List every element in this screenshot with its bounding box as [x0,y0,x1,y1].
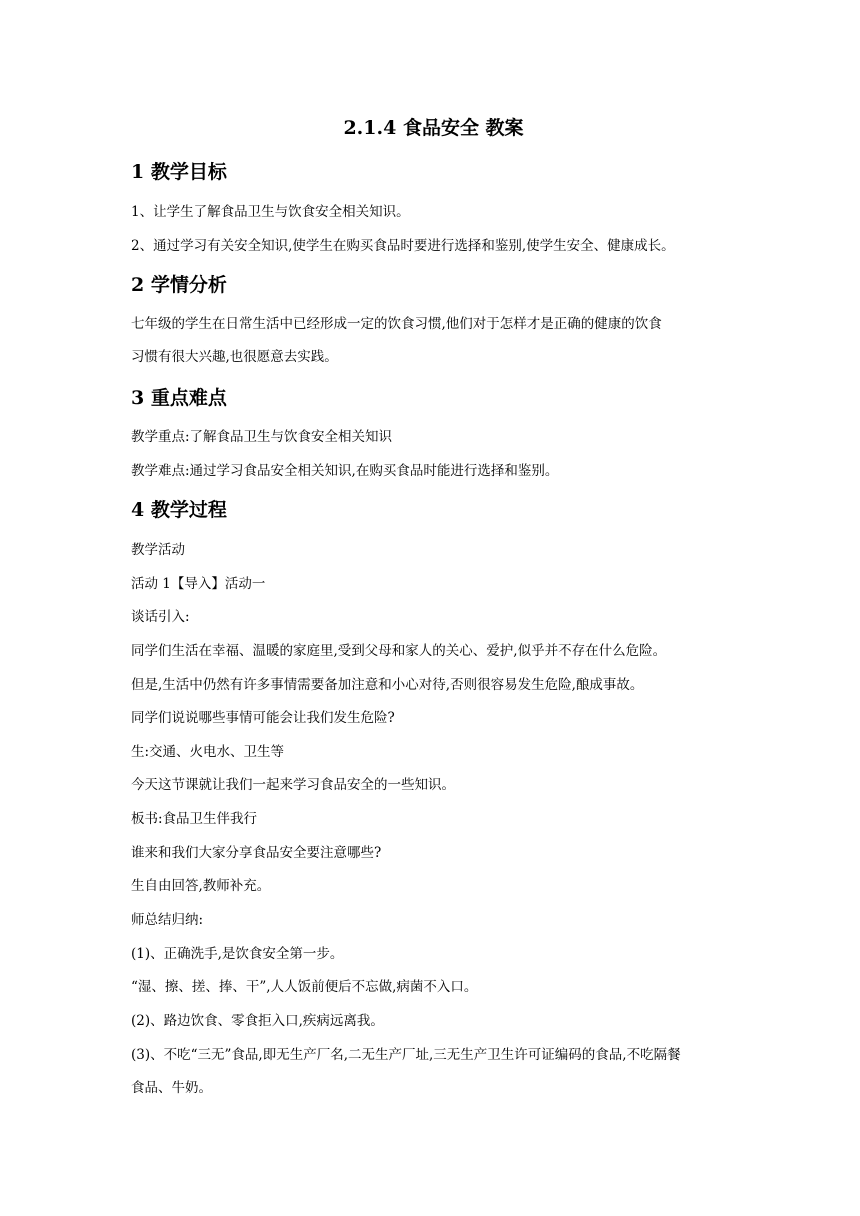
paragraph-line: 1、让学生了解食品卫生与饮食安全相关知识。 [131,204,410,220]
paragraph-line: 谁来和我们大家分享食品安全要注意哪些? [131,845,382,861]
paragraph-line: 同学们生活在幸福、温暖的家庭里,受到父母和家人的关心、爱护,似乎并不存在什么危险。 [131,643,667,659]
paragraph-line: (2)、路边饮食、零食拒入口,疾病远离我。 [131,1013,384,1029]
document-title: 2.1.4 食品安全 教案 [343,117,524,139]
paragraph-line: 七年级的学生在日常生活中已经形成一定的饮食习惯,他们对于怎样才是正确的健康的饮食 [131,316,662,332]
paragraph-line: 食品、牛奶。 [131,1080,212,1096]
paragraph-line: 教学难点:通过学习食品安全相关知识,在购买食品时能进行选择和鉴别。 [131,463,559,479]
section-heading-objectives: 1 教学目标 [131,161,227,183]
section-heading-key-points: 3 重点难点 [131,387,227,409]
paragraph-line: 教学重点:了解食品卫生与饮食安全相关知识 [131,429,393,445]
paragraph-line: (3)、不吃“三无”食品,即无生产厂名,二无生产厂址,三无生产卫生许可证编码的食品,不吃隔餐 [131,1047,681,1063]
paragraph-line: 师总结归纳: [131,912,204,928]
paragraph-line: 生自由回答,教师补充。 [131,878,271,894]
paragraph-line: 活动 1【导入】活动一 [131,576,266,592]
paragraph-line: 但是,生活中仍然有许多事情需要备加注意和小心对待,否则很容易发生危险,酿成事故。 [131,677,644,693]
paragraph-line: 今天这节课就让我们一起来学习食品安全的一些知识。 [131,777,455,793]
section-heading-analysis: 2 学情分析 [131,274,227,296]
paragraph-line: 教学活动 [131,542,185,558]
paragraph-line: 习惯有很大兴趣,也很愿意去实践。 [131,349,338,365]
paragraph-line: 板书:食品卫生伴我行 [131,811,258,827]
paragraph-line: 谈话引入: [131,609,190,625]
paragraph-line: 生:交通、火电水、卫生等 [131,744,285,760]
paragraph-line: 2、通过学习有关安全知识,使学生在购买食品时要进行选择和鉴别,使学生安全、健康成长。 [131,238,675,254]
paragraph-line: “湿、擦、搓、捧、干”,人人饭前便后不忘做,病菌不入口。 [131,979,478,995]
paragraph-line: 同学们说说哪些事情可能会让我们发生危险? [131,710,395,726]
paragraph-line: (1)、正确洗手,是饮食安全第一步。 [131,946,344,962]
section-heading-process: 4 教学过程 [131,499,227,521]
